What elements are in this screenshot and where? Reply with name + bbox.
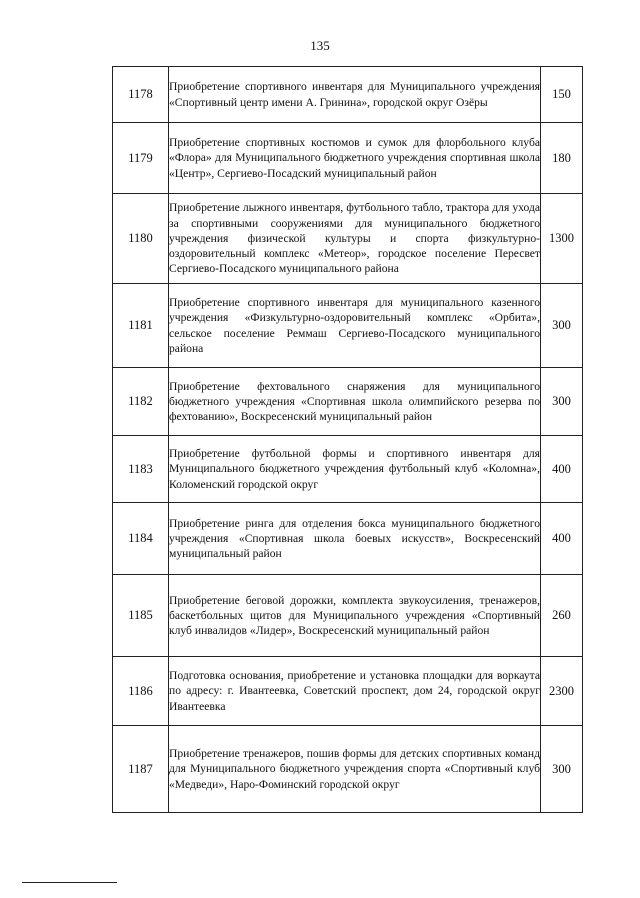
table-row bbox=[113, 194, 583, 284]
row-number: 1184 bbox=[113, 503, 169, 575]
row-number: 1187 bbox=[113, 726, 169, 813]
row-description: Подготовка основания, приобретение и установка площадки для воркаута по адресу: г. Ивантеевка, Советский проспект, дом 24, городской округ Ивантеевка bbox=[169, 657, 541, 726]
row-number: 1186 bbox=[113, 657, 169, 726]
row-amount: 300 bbox=[541, 368, 583, 436]
table-row bbox=[113, 67, 583, 123]
table-row bbox=[113, 436, 583, 503]
row-number: 1182 bbox=[113, 368, 169, 436]
row-number: 1178 bbox=[113, 67, 169, 123]
row-amount: 2300 bbox=[541, 657, 583, 726]
row-description: Приобретение лыжного инвентаря, футбольного табло, трактора для ухода за спортивными сооружениями для муниципального бюджетного учреждения физической культуры и спорта физкультурно-оздоровительный комплекс «Метеор», городское поселение Пересвет Сергиево-Посадского муниципального района bbox=[169, 194, 541, 284]
row-description: Приобретение тренажеров, пошив формы для детских спортивных команд для Муниципального бюджетного учреждения спорта «Спортивный клуб «Медведи», Наро-Фоминский городской округ bbox=[169, 726, 541, 813]
row-amount: 300 bbox=[541, 726, 583, 813]
row-number: 1183 bbox=[113, 436, 169, 503]
row-description: Приобретение спортивных костюмов и сумок для флорбольного клуба «Флора» для Муниципального бюджетного учреждения спортивная школа «Центр», Сергиево-Посадский муниципальный район bbox=[169, 123, 541, 194]
row-amount: 400 bbox=[541, 503, 583, 575]
table-row bbox=[113, 726, 583, 813]
row-number: 1179 bbox=[113, 123, 169, 194]
row-description: Приобретение беговой дорожки, комплекта звукоусиления, тренажеров, баскетбольных щитов для Муниципального учреждения «Спортивный клуб инвалидов «Лидер», Воскресенский муниципальный район bbox=[169, 575, 541, 657]
table-row bbox=[113, 368, 583, 436]
row-description: Приобретение ринга для отделения бокса муниципального бюджетного учреждения «Спортивная школа боевых искусств», Воскресенский муниципальный район bbox=[169, 503, 541, 575]
row-number: 1180 bbox=[113, 194, 169, 284]
row-number: 1181 bbox=[113, 284, 169, 368]
table-row bbox=[113, 123, 583, 194]
row-description: Приобретение фехтовального снаряжения для муниципального бюджетного учреждения «Спортивная школа олимпийского резерва по фехтованию», Воскресенский муниципальный район bbox=[169, 368, 541, 436]
row-amount: 400 bbox=[541, 436, 583, 503]
row-description: Приобретение футбольной формы и спортивного инвентаря для Муниципального бюджетного учреждения футбольный клуб «Коломна», Коломенский городской округ bbox=[169, 436, 541, 503]
row-amount: 150 bbox=[541, 67, 583, 123]
row-amount: 300 bbox=[541, 284, 583, 368]
allocation-table bbox=[112, 66, 583, 813]
row-amount: 260 bbox=[541, 575, 583, 657]
row-amount: 180 bbox=[541, 123, 583, 194]
table-row bbox=[113, 575, 583, 657]
table-row bbox=[113, 657, 583, 726]
table-row bbox=[113, 284, 583, 368]
page-number: 135 bbox=[310, 38, 330, 53]
table-row bbox=[113, 503, 583, 575]
footnote-rule bbox=[22, 882, 117, 883]
row-number: 1185 bbox=[113, 575, 169, 657]
row-description: Приобретение спортивного инвентаря для муниципального казенного учреждения «Физкультурно-оздоровительный комплекс «Орбита», сельское поселение Реммаш Сергиево-Посадского муниципального района bbox=[169, 284, 541, 368]
row-description: Приобретение спортивного инвентаря для Муниципального учреждения «Спортивный центр имени А. Гринина», городской округ Озёры bbox=[169, 67, 541, 123]
row-amount: 1300 bbox=[541, 194, 583, 284]
